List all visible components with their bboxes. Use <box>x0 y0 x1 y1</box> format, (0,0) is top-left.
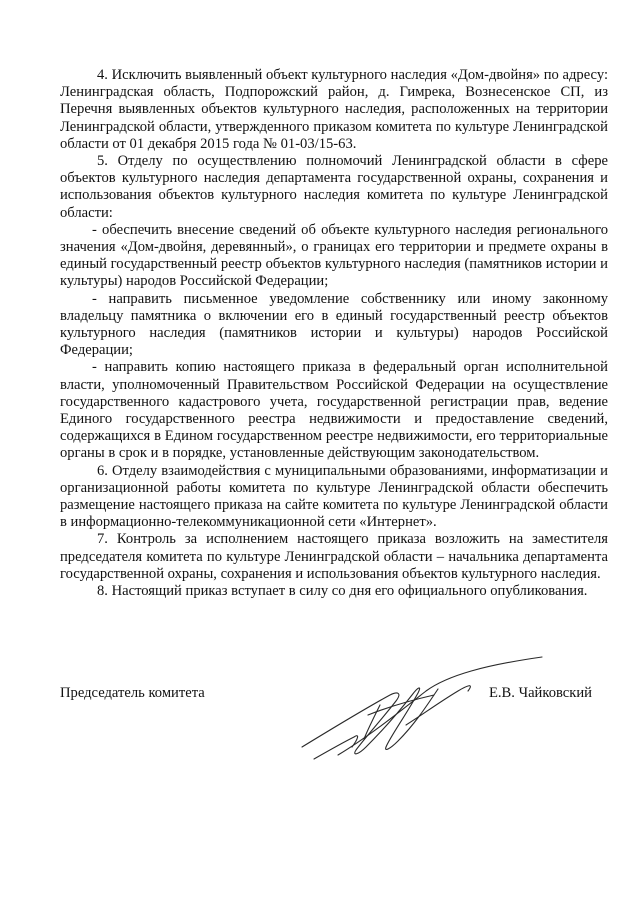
paragraph-item-5-b: - направить письменное уведомление собственнику или иному законному владельцу памятника о включении его в единый государственный реестр объектов культурного наследия (памятников истории и культуры) народов Российской Федерации; <box>60 290 608 359</box>
paragraph-item-5-a: - обеспечить внесение сведений об объекте культурного наследия регионального значения «Дом-двойня, деревянный», о границах его территории и предмете охраны в единый государственный реестр объектов культурного наследия (памятников истории и культуры) народов Российской Федерации; <box>60 221 608 290</box>
paragraph-item-5-c: - направить копию настоящего приказа в федеральный орган исполнительной власти, уполномоченный Правительством Российской Федерации на осуществление государственного кадастрового учета, государственной регистрации прав, ведение Единого государственного реестра недвижимости и предоставление сведений, содержащихся в Едином государственном реестре недвижимости, его территориальные органы в срок и в порядке, установленные действующим законодательством. <box>60 359 608 462</box>
signatory-title: Председатель комитета <box>60 685 205 701</box>
document-body <box>60 67 608 600</box>
paragraph-item-7: 7. Контроль за исполнением настоящего приказа возложить на заместителя председателя комитета по культуре Ленинградской области – начальника департамента государственной охраны, сохранения и использования объектов культурного наследия. <box>60 531 608 582</box>
paragraph-item-5: 5. Отделу по осуществлению полномочий Ленинградской области в сфере объектов культурного наследия департамента государственной охраны, сохранения и использования объектов культурного наследия комитета по культуре Ленинградской области: <box>60 153 608 221</box>
paragraph-item-8: 8. Настоящий приказ вступает в силу со дня его официального опубликования. <box>97 583 588 600</box>
signatory-name: Е.В. Чайковский <box>488 685 592 701</box>
paragraph-item-4: 4. Исключить выявленный объект культурного наследия «Дом-двойня» по адресу: Ленинградская область, Подпорожский район, д. Гимрека, Вознесенское СП, из Перечня выявленных объектов культурного наследия, расположенных на территории Ленинградской области, утвержденного приказом комитета по культуре Ленинградской области от 01 декабря 2015 года № 01-03/15-63. <box>60 67 608 152</box>
signature-block <box>60 685 608 795</box>
paragraph-item-6: 6. Отделу взаимодействия с муниципальными образованиями, информатизации и организационной работы комитета по культуре Ленинградской области обеспечить размещение настоящего приказа на сайте комитета по культуре Ленинградской области в информационно-телекоммуникационной сети «Интернет». <box>60 462 608 531</box>
handwritten-signature <box>298 655 548 770</box>
